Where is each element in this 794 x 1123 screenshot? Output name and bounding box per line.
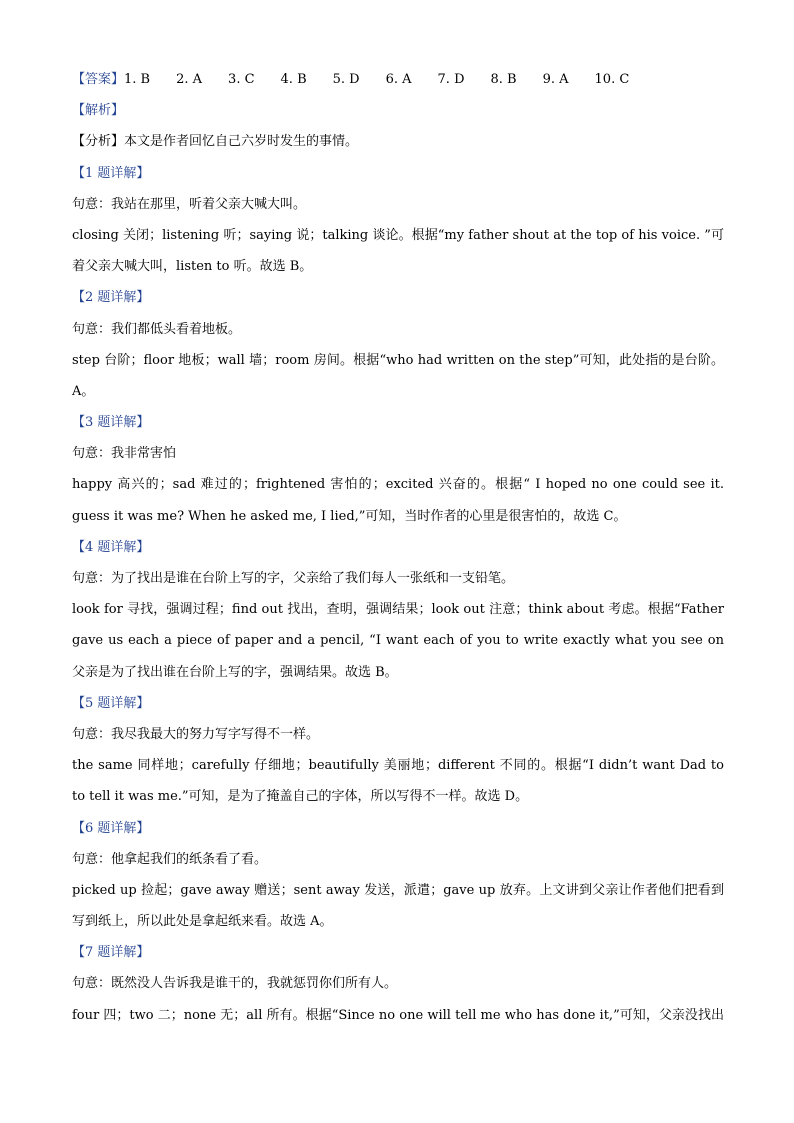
explanation-line: 写到纸上，所以此处是拿起纸来看。故选 A。 [72,914,333,930]
sentence-meaning: 句意：为了找出是谁在台阶上写的字，父亲给了我们每人一张纸和一支铅笔。 [72,571,515,586]
answer-8: 8. B [490,72,517,87]
question-heading: 【1 题详解】 [72,165,150,181]
answer-6: 6. A [385,72,412,87]
answer-heading: 【答案】 [72,72,125,87]
answer-1: 1. B [124,72,151,87]
sentence-meaning: 句意：我站在那里，听着父亲大喊大叫。 [72,196,307,212]
question-heading: 【2 题详解】 [72,290,150,306]
analysis-heading: 【解析】 [72,103,125,119]
explanation-line: happy 高兴的；sad 难过的；frightened 害怕的；excited 兴奋的。根据“ I hoped no one could see it. [72,477,724,493]
answer-4: 4. B [280,72,307,87]
explanation-line: to tell it was me.”可知，是为了掩盖自己的字体，所以写得不一样。故选 D。 [72,789,529,805]
answer-10: 10. C [594,72,630,87]
explanation-line: gave us each a piece of paper and a pencil, “I want each of you to write exactly what you see on [72,633,724,649]
explanation-body [72,158,724,1031]
explanation-line: picked up 捡起；gave away 赠送；sent away 发送，派遣；gave up 放弃。上文讲到父亲让作者他们把看到 [72,882,724,898]
explanation-line: A。 [72,383,95,399]
explanation-line: 父亲是为了找出谁在台阶上写的字，强调结果。故选 B。 [72,664,398,680]
sentence-meaning: 句意：我们都低头看着地板。 [72,321,242,337]
explanation-line: 着父亲大喊大叫，listen to 听。故选 B。 [72,259,313,275]
document-page [72,64,724,1031]
explanation-line: look for 寻找，强调过程；find out 找出，查明，强调结果；look out 注意；think about 考虑。根据“Father [72,602,724,618]
explanation-line: step 台阶；floor 地板；wall 墙；room 房间。根据“who had written on the step”可知，此处指的是台阶。 [72,352,724,368]
explanation-line: four 四；two 二；none 无；all 所有。根据“Since no one will tell me who has done it,”可知，父亲没找出 [72,1007,724,1023]
question-heading: 【6 题详解】 [72,820,150,836]
summary-line: 【分析】本文是作者回忆自己六岁时发生的事情。 [72,134,359,150]
answer-line [72,64,724,95]
sentence-meaning: 句意：我非常害怕 [72,446,177,462]
sentence-meaning: 句意：我尽我最大的努力写字写得不一样。 [72,726,320,742]
explanation-line: guess it was me? When he asked me, I lied,”可知，当时作者的心里是很害怕的，故选 C。 [72,508,627,524]
explanation-line: the same 同样地；carefully 仔细地；beautifully 美丽地；different 不同的。根据“I didn’t want Dad to [72,758,724,774]
answer-7: 7. D [437,72,465,87]
explanation-line: closing 关闭；listening 听；saying 说；talking 谈论。根据“my father shout at the top of his voice. ”可 [72,227,724,243]
question-heading: 【4 题详解】 [72,539,150,555]
question-heading: 【5 题详解】 [72,695,150,711]
answer-5: 5. D [332,72,360,87]
question-heading: 【7 题详解】 [72,945,150,961]
answer-3: 3. C [228,72,255,87]
answer-9: 9. A [542,72,569,87]
answer-2: 2. A [176,72,203,87]
sentence-meaning: 句意：既然没人告诉我是谁干的，我就惩罚你们所有人。 [72,976,398,992]
question-heading: 【3 题详解】 [72,415,150,431]
sentence-meaning: 句意：他拿起我们的纸条看了看。 [72,851,268,867]
